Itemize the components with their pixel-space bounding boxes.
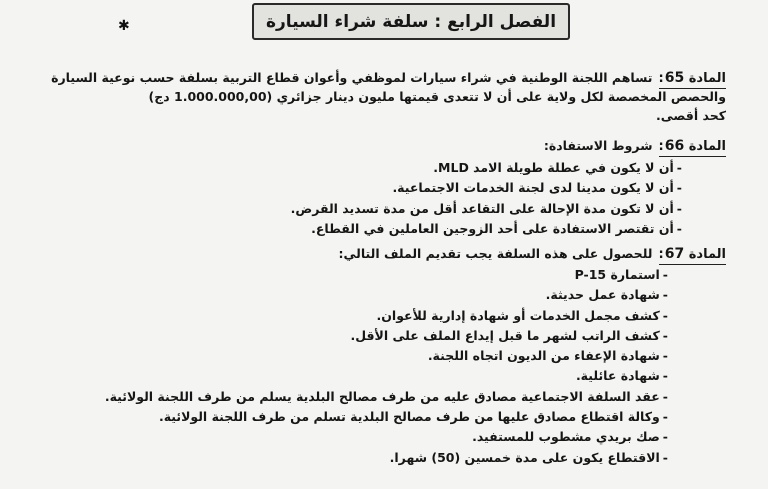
list-item: -استمارة P-15: [574, 267, 668, 282]
chapter-title-box: [252, 3, 570, 40]
list-item: -أن تقتصر الاستفادة على أحد الزوجين العاملين في القطاع.: [311, 220, 682, 236]
list-item: -شهادة الإعفاء من الديون اتجاه اللجنة.: [427, 348, 668, 364]
article-65-line-1: [51, 68, 726, 87]
chapter-title: الفصل الرابع : سلفة شراء السيارة: [265, 11, 557, 32]
article-65-label: المادة 65:: [659, 69, 727, 89]
article-66-label: المادة 66:: [659, 137, 727, 157]
article-67-list: [60, 265, 668, 468]
article-65-line-2: والحصص المخصصة لكل ولاية على أن لا تتعدى قيمتها مليون دينار جزائري (1.000.000,00 دج): [148, 89, 726, 104]
list-item: -أن لا يكون في عطلة طويلة الامد MLD.: [433, 160, 682, 175]
article-66-intro-line: [60, 136, 726, 155]
article-65-text-1: تساهم اللجنة الوطنية في شراء سيارات لموظفي وأعوان قطاع التربية بسلفة حسب نوعية السيارة: [51, 70, 653, 85]
list-item: -صك بريدي مشطوب للمستفيد.: [472, 429, 668, 445]
list-item: -وكالة اقتطاع مصادق عليها من طرف مصالح البلدية تسلم من طرف اللجنة الولائية.: [158, 409, 668, 425]
article-67-label: المادة 67:: [659, 245, 727, 265]
article-65-line-3: كحد أقصى.: [655, 108, 726, 123]
article-67: [60, 244, 726, 263]
article-67-intro-line: [60, 244, 726, 263]
article-67-intro: للحصول على هذه السلفة يجب تقديم الملف التالي:: [338, 246, 653, 261]
list-item: -الاقتطاع يكون على مدة خمسين (50) شهرا.: [389, 449, 668, 465]
list-item: -عقد السلفة الاجتماعية مصادق عليه من طرف مصالح البلدية يسلم من طرف اللجنة الولائية.: [104, 388, 668, 404]
list-item: -شهادة عمل حديثة.: [545, 287, 668, 303]
article-65: [51, 68, 726, 125]
list-item: -شهادة عائلية.: [575, 368, 668, 384]
article-66: [60, 136, 726, 155]
ink-blot-mark: ✱: [118, 18, 130, 34]
list-item: -كشف مجمل الخدمات أو شهادة إدارية للأعوان.: [376, 307, 668, 323]
article-66-list: [60, 158, 682, 239]
list-item: -أن لا يكون مدينا لدى لجنة الخدمات الاجتماعية.: [392, 180, 682, 196]
article-66-intro: شروط الاستفادة:: [543, 138, 653, 153]
list-item: -كشف الراتب لشهر ما قبل إيداع الملف على الأقل.: [350, 327, 668, 343]
list-item: -أن لا تكون مدة الإحالة على التقاعد أقل من مدة تسديد القرض.: [290, 200, 682, 216]
